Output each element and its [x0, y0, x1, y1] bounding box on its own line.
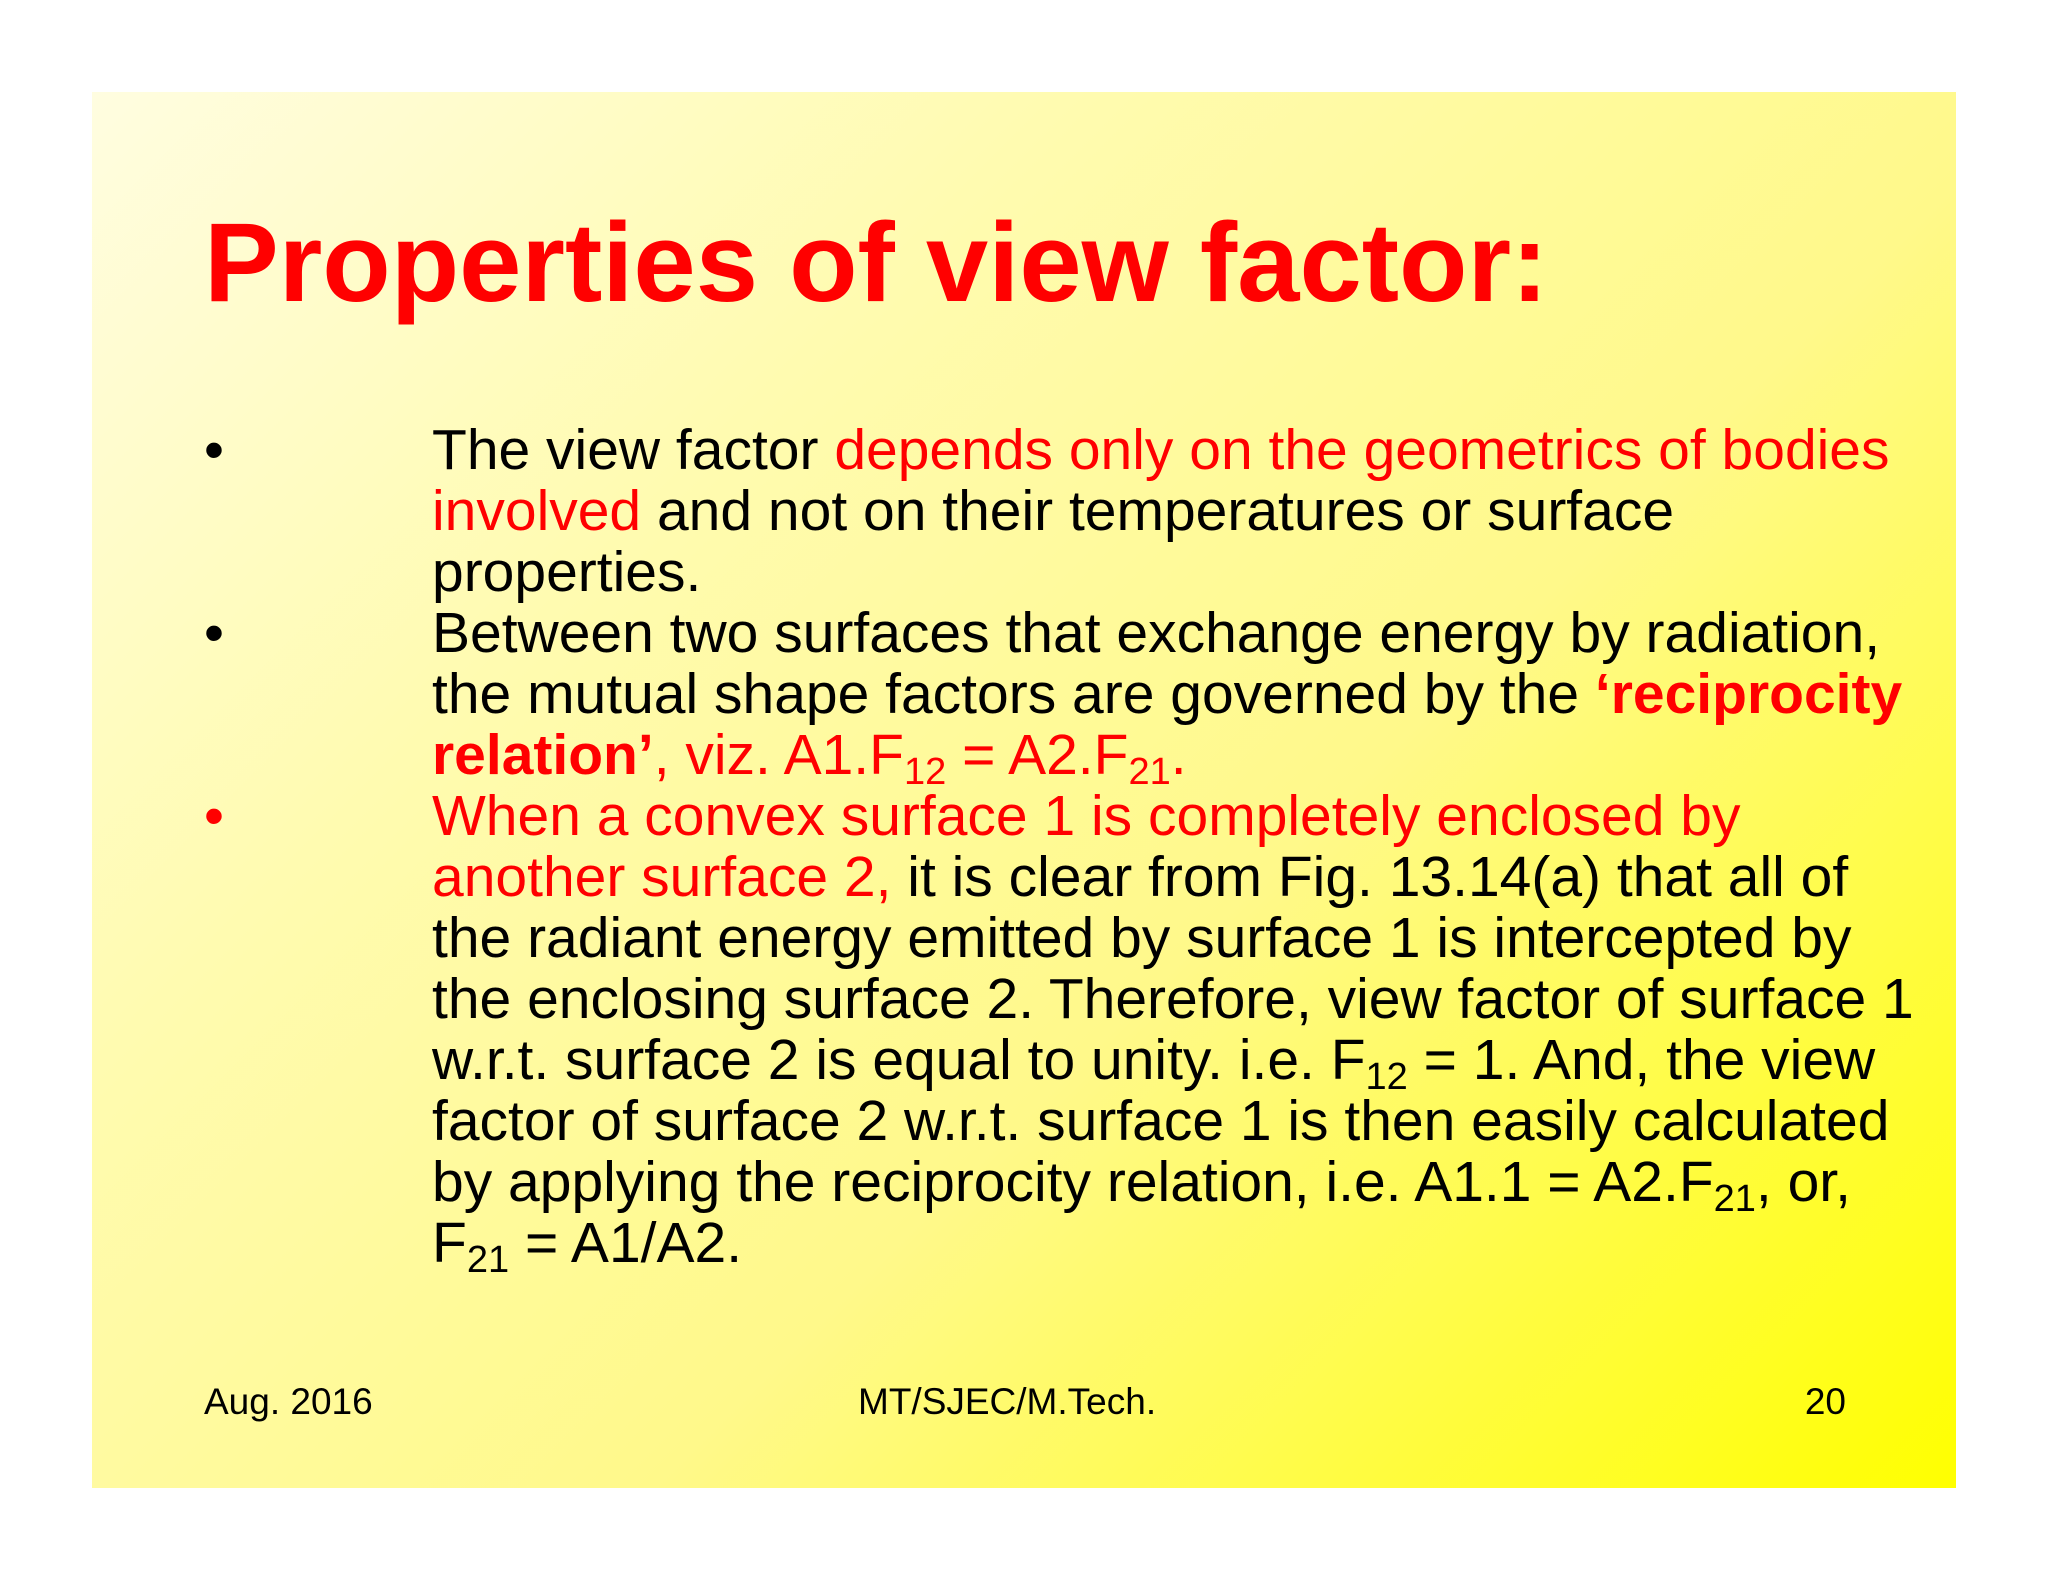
- formula-part: .: [1170, 723, 1187, 787]
- formula-part: = A2.F: [946, 723, 1129, 787]
- bullet-3-highlight: When a convex surface 1 is completely enclosed by another surface 2,: [432, 784, 1741, 909]
- bullet-2-text: Between two surfaces that exchange energy by radiation, the mutual shape factors are governed by the: [432, 601, 1881, 726]
- bullet-item-1: [204, 420, 1924, 603]
- footer-course: MT/SJEC/M.Tech.: [858, 1381, 1157, 1422]
- slide-title: Properties of view factor:: [204, 200, 1549, 325]
- bullet-marker: •: [204, 418, 224, 482]
- subscript: 12: [1365, 1056, 1408, 1098]
- formula-part: , viz. A1.F: [653, 723, 904, 787]
- bullet-3-text: = A1/A2.: [509, 1211, 743, 1275]
- bullet-2-highlight-bold: ‘reciprocity relation’: [432, 662, 1903, 787]
- subscript: 12: [903, 751, 947, 793]
- bullet-item-3: [204, 784, 1924, 1281]
- footer-date: Aug. 2016: [204, 1381, 373, 1422]
- bullet-1-text: The view factor: [432, 418, 835, 482]
- slide: [92, 92, 1956, 1488]
- bullet-list: [204, 418, 1924, 1281]
- subscript: 21: [1128, 751, 1171, 793]
- bullet-2-formula: [653, 723, 1187, 793]
- bullet-3-text: it is clear from Fig. 13.14(a) that all of the radiant energy emitted by surface 1 is intercepted by the enclosing surface 2. Therefore, view factor of surface 1 w.r.t. surface 2 is equal to unity. i.e. F: [432, 845, 1914, 1092]
- subscript: 21: [1713, 1178, 1756, 1220]
- footer-page-number: 20: [1804, 1381, 1846, 1422]
- bullet-3-text: , or, F: [432, 1150, 1851, 1275]
- bullet-marker: •: [204, 784, 224, 848]
- bullet-item-2: [204, 601, 1924, 793]
- bullet-marker: •: [204, 601, 224, 665]
- bullet-3-text: = 1. And, the view factor of surface 2 w.r.t. surface 1 is then easily calculated by applying the reciprocity relation, i.e. A1.1 = A2.F: [432, 1028, 1890, 1214]
- bullet-1-highlight: depends only on the geometrics of bodies involved: [432, 418, 1890, 543]
- subscript: 21: [466, 1239, 510, 1281]
- bullet-1-text-end: and not on their temperatures or surface properties.: [432, 479, 1675, 604]
